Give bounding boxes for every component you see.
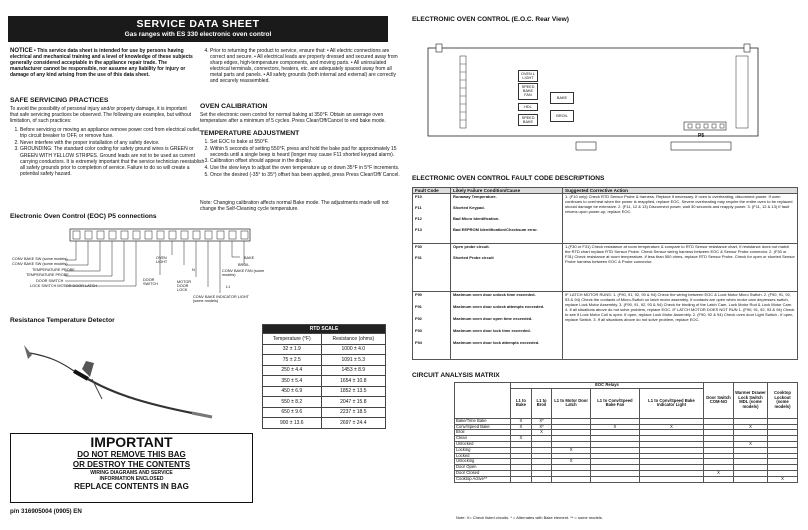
safe-item: 1. Before servicing or moving an appliance remove power cord from electrical outlet, trip circuit breaker to OFF, or remove fuse. <box>20 127 206 139</box>
temp-step: 5. Once the desired (-35° to 35°) offset has been applied, press Press Clear/Off/ Cancel. <box>210 172 402 178</box>
fault-col-header: Likely Failure Condition/Cause <box>451 188 563 194</box>
matrix-col-header: L1 to Broil <box>531 388 551 418</box>
matrix-cell: X <box>511 424 532 430</box>
fault-code: F31 <box>415 255 422 260</box>
notice-text: This service data sheet is intended for use by persons having electrical and mechanical training and a level of knowledge of these subjects generally considered acceptable in the appliance repair trade. The manufacturer cannot be responsible, nor assume any liability for injury or damage of any kind arising from the use of this data sheet. <box>10 48 193 79</box>
fault-cause: Shorted Probe circuit <box>453 255 494 260</box>
fault-code: F10 <box>415 194 422 199</box>
p5-label: MOTOR DOOR LOCK <box>177 280 192 293</box>
table-row <box>263 397 386 408</box>
p5-label: CONV BAKE SW (some models) <box>12 262 68 266</box>
calibration-text: Set the electronic oven control for normal baking at 350°F. Obtain an average oven temperature after a minimum of 5 cycles. Press Clear/Off/Cancel to end bake mode. <box>200 112 386 125</box>
safe-list-2 <box>210 48 402 85</box>
matrix-row-label: Locking <box>455 447 511 453</box>
matrix-corner <box>455 383 511 419</box>
rtd-cell: 550 ± 8.2 <box>263 397 322 408</box>
fault-code: F94 <box>415 340 422 345</box>
fault-code: F13 <box>415 227 422 232</box>
p5-label: CONV BAKE FAN (some models) <box>222 269 265 278</box>
matrix-cell <box>511 476 532 482</box>
matrix-row-label: Unlocking <box>455 459 511 465</box>
rtd-cell: 250 ± 4.4 <box>263 365 322 376</box>
fault-code: F11 <box>415 205 422 210</box>
p5-label: N <box>192 268 195 272</box>
fault-cause: Runaway Temperature. <box>453 194 497 199</box>
fault-code-table <box>412 187 798 360</box>
fault-cause: Shorted Keypad. <box>453 205 485 210</box>
matrix-row-label: Bake/Time Bake <box>455 418 511 424</box>
fault-code: F12 <box>415 216 422 221</box>
fault-cause: Open probe circuit. <box>453 244 490 249</box>
rtd-cell: 1654 ± 10.8 <box>321 376 385 387</box>
important-line: OR DESTROY THE CONTENTS <box>72 460 191 469</box>
matrix-col-header: L1 to Conv/Speed Bake Fan <box>590 388 639 418</box>
table-row <box>413 194 798 244</box>
temp-adjust-note: Note: Changing calibration affects normal Bake mode. The adjustments made will not change the Self-Cleaning cycle temperature. <box>200 200 389 213</box>
matrix-cell <box>639 476 703 482</box>
calibration-heading: OVEN CALIBRATION <box>200 103 268 110</box>
important-title: IMPORTANT <box>90 434 173 450</box>
matrix-cell: X <box>511 436 532 442</box>
safe-item: 4. Prior to returning the product to service, ensure that: • All electric connections are correct and secure. • All electrical leads are properly dressed and secured away from sharp edges, high-temperature components, and moving parts. • All uninsulated electrical terminals, connectors, heaters, etc. are adequately spaced away from all metal parts and panels. • All safety grounds (both internal and external) are correctly and securely reassembled. <box>210 48 402 85</box>
temp-adjust-list <box>210 139 402 179</box>
fault-col-header: Fault Code <box>413 188 451 194</box>
table-row <box>413 244 798 292</box>
part-number: p/n 316905004 (0905) EN <box>10 508 82 515</box>
eoc-rear-heading: ELECTRONIC OVEN CONTROL (E.O.C. Rear View) <box>412 16 569 23</box>
table-row <box>263 355 386 366</box>
rtd-cell: 650 ± 9.6 <box>263 407 322 418</box>
p5-heading: Electronic Oven Control (EOC) P5 connections <box>10 213 157 220</box>
connector-label: P5 <box>698 133 705 139</box>
matrix-cell: X <box>511 418 532 424</box>
relay-label: BAKE <box>550 92 574 104</box>
relay-label: SPEED BAKE <box>518 114 538 126</box>
important-line: WIRING DIAGRAMS AND SERVICE <box>90 470 173 476</box>
matrix-cell <box>552 476 591 482</box>
rtd-cell: 450 ± 6.9 <box>263 386 322 397</box>
matrix-col-header: L1 to Motor Door Latch <box>552 388 591 418</box>
matrix-row-label: Broil <box>455 430 511 436</box>
safe-item: 3. GROUNDING: The standard color coding for safety ground wires is GREEN or GREEN WITH YELLOW STRIPES. Ground leads are not to be used as current carrying conductors. It is extremely important that the service technician reestablish all safety grounds prior to completion of service. Failure to do so will create a potential safety hazard. <box>20 146 206 176</box>
rtd-cell: 1000 ± 4.0 <box>321 344 385 355</box>
rtd-cell: 900 ± 13.6 <box>263 418 322 429</box>
matrix-cell: X <box>552 459 591 465</box>
rtd-cell: 2047 ± 15.8 <box>321 397 385 408</box>
matrix-cell: X <box>590 424 639 430</box>
relay-label: OVEN L LIGHT <box>518 70 538 82</box>
p5-label: CONV BAKE INDICATOR LIGHT (some models) <box>193 295 249 304</box>
fault-col-header: Suggested Corrective Action <box>563 188 798 194</box>
matrix-cell: X <box>734 424 768 430</box>
matrix-col-header: Cooktop Lockout (some models) <box>768 383 798 419</box>
notice-block: NOTICE • This service data sheet is intended for use by persons having electrical and mechanical training and a level of knowledge of these subjects generally considered acceptable in the appliance repair trade. The manufacturer cannot be responsible, nor assume any liability for injury or damage of any kind arising from the use of this data sheet. <box>10 48 193 79</box>
rtd-cell: 75 ± 2.5 <box>263 355 322 366</box>
relay-label: SPEED BAKE FAN <box>518 83 538 100</box>
fault-action: 1.(F30 or F31) Check resistance at room temperature & compare to RTD Sensor resistance chart. If resistance does not match the RTD chart replace RTD Sensor Probe. Check Sensor wiring harness between EOC & Sensor Probe connector. 2. (F30 or F31) Check resistance at room temperature, if less than 500 ohms, replace RTD Sensor Probe. Check for open or shorted Sensor Probe harness between EOC & Probe connector. <box>563 244 798 292</box>
p5-label: CONV BAKE SW (some models) <box>12 257 68 261</box>
circuit-matrix-table <box>454 382 798 483</box>
fault-code: F93 <box>415 328 422 333</box>
matrix-cell: X <box>552 447 591 453</box>
matrix-cell: X* <box>531 424 551 430</box>
fault-cause: Bad Micro Identification. <box>453 216 500 221</box>
relay-label: BROIL <box>550 110 574 122</box>
matrix-cell: X <box>531 430 551 436</box>
rtd-cell: 1091 ± 5.3 <box>321 355 385 366</box>
notice-label: NOTICE <box>10 48 33 54</box>
matrix-cell <box>531 476 551 482</box>
important-box <box>10 433 253 503</box>
table-row <box>263 407 386 418</box>
matrix-cell: X <box>704 470 734 476</box>
rtd-cell: 2697 ± 24.4 <box>321 418 385 429</box>
matrix-cell: X <box>734 441 768 447</box>
rtd-col-header: Resistance (ohms) <box>321 334 385 345</box>
fault-cause: Maximum oven door unlock time exceeded. <box>453 292 536 297</box>
p5-label: TEMPERATURE PROBE <box>26 273 69 277</box>
rtd-scale-title: RTD SCALE <box>263 325 386 334</box>
matrix-row-label: Conv/Speed Bake <box>455 424 511 430</box>
matrix-cell <box>590 476 639 482</box>
matrix-cell: X <box>639 424 703 430</box>
fault-code: F92 <box>415 316 422 321</box>
p5-label: OVEN LIGHT <box>156 256 168 265</box>
matrix-col-header: L1 to Bake <box>511 388 532 418</box>
matrix-row-label: Unlocked <box>455 441 511 447</box>
matrix-cell: X <box>768 476 798 482</box>
matrix-row-label: Cooktop Active** <box>455 476 511 482</box>
title-banner <box>8 16 388 42</box>
relay-label: HDL <box>518 103 538 111</box>
matrix-heading: CIRCUIT ANALYSIS MATRIX <box>412 372 500 379</box>
fault-action: 1. (F10 only) Check RTD Sensor Probe & harness. Replace if necessary. If oven is overheating, disconnect power. If oven continues to overheat when the power is reapplied, replace EOC. Severe overheating may require the entire oven to be replaced should damage be extensive. 2. (F11, 12 & 13) Disconnect power, wait 30 seconds and reapply power. 3. (F11, 12 & 13) If fault returns upon power-up, replace EOC. <box>563 194 798 244</box>
table-row <box>263 386 386 397</box>
eoc-rear-board-diagram <box>426 42 766 152</box>
matrix-col-header: Door Switch COM-NO <box>704 383 734 419</box>
important-line: INFORMATION ENCLOSED <box>99 476 164 482</box>
safe-heading: SAFE SERVICING PRACTICES <box>10 97 109 104</box>
fault-cause: Bad EEPROM Identification/Checksum error. <box>453 227 538 232</box>
matrix-group-header: EOC Relays <box>511 383 704 389</box>
page-subtitle: Gas ranges with ES 330 electronic oven control <box>124 31 272 38</box>
matrix-cell <box>734 476 768 482</box>
important-line: REPLACE CONTENTS IN BAG <box>74 482 189 491</box>
rtd-cell: 32 ± 1.9 <box>263 344 322 355</box>
fault-heading: ELECTRONIC OVEN CONTROL FAULT CODE DESCRIPTIONS <box>412 175 605 182</box>
matrix-row-label: Door Closed <box>455 470 511 476</box>
table-row <box>263 344 386 355</box>
safe-intro: To avoid the possibility of personal injury and/or property damage, it is important that safe servicing practices be observed. The following are examples, but without limitation, of such practices: <box>10 106 192 125</box>
rtd-probe-illustration <box>22 333 222 423</box>
rtd-cell: 2237 ± 18.5 <box>321 407 385 418</box>
page-title: SERVICE DATA SHEET <box>136 18 260 30</box>
important-line: DO NOT REMOVE THIS BAG <box>77 450 186 459</box>
temp-step: 2. Within 5 seconds of setting 550°F, press and hold the bake pad for approximately 15 seconds until a single beep is heard (longer may cause F11 shorted keypad alarm). <box>210 146 402 158</box>
table-row <box>455 476 798 482</box>
matrix-col-header: Warmer Drawer Lock Switch MDL (some models) <box>734 383 768 419</box>
fault-action: IF LATCH MOTOR RUNS: 1. (F90, 91, 92, 93 & 94) Check the wiring between EOC & Lock Motor Micro Switch. 2. (F90, 91, 92, 93 & 94) Check the contacts of Micro-Switch on latch motor assembly. If contacts are open when motor cam depresses switch, replace Lock Motor Assembly. 3. (F90, 91, 92, 93 & 94) Check for binding of the Latch Cam, Lock Motor Rod & Lock Motor Cam. 4. If all situations above do not solve problem, replace EOC. IF LATCH MOTOR DOES NOT RUN 1. (F90, 91, 92, 93 & 94) Check to see if Lock Motor Coil is open. If open, replace Lock Motor Assembly. 2. (F90, 92 & 94) Check oven door Light Switch - if open, replace Switch. 3. If all situations above do not solve problem, replace EOC. <box>563 292 798 360</box>
safe-item: 2. Never interfere with the proper installation of any safety device. <box>20 140 206 146</box>
matrix-row-label: Locked <box>455 453 511 459</box>
rtd-detector-heading: Resistance Temperature Detector <box>10 317 115 324</box>
rtd-scale-table <box>262 324 386 429</box>
table-row <box>413 292 798 360</box>
fault-code: F91 <box>415 304 422 309</box>
matrix-footnote: Note: X= Check listed circuits. * = Alternates with Bake element. ** = some models. <box>456 515 603 520</box>
matrix-row-label: Door Open <box>455 465 511 471</box>
fault-code: F30 <box>415 244 422 249</box>
p5-label: BAKE <box>244 256 255 260</box>
table-row <box>263 376 386 387</box>
matrix-cell <box>704 476 734 482</box>
p5-label: TEMPERATURE PROBE <box>32 268 75 272</box>
matrix-col-header: L1 to Conv/Speed Bake Indicator Light <box>639 388 703 418</box>
temp-step: 3. Calibration offset should appear in the display. <box>210 158 402 164</box>
matrix-cell: X* <box>531 418 551 424</box>
temp-step: 4. Use the slew keys to adjust the oven temperature up or down 35°F in 5°F increments. <box>210 165 402 171</box>
p5-label: LOCK SWITCH MOTOR DOOR LATCH <box>30 284 98 288</box>
fault-cause: Maximum oven door lock attempts exceeded. <box>453 340 540 345</box>
table-row <box>263 418 386 429</box>
fault-code: F90 <box>415 292 422 297</box>
matrix-row-label: Clean <box>455 436 511 442</box>
table-row <box>263 365 386 376</box>
temp-step: 1. Set EOC to bake at 550°F. <box>210 139 402 145</box>
temp-adjust-heading: TEMPERATURE ADJUSTMENT <box>200 130 300 137</box>
safe-list <box>20 127 206 178</box>
fault-cause: Maximum oven door lock time exceeded. <box>453 328 531 333</box>
p5-label: DOOR SWITCH <box>143 278 158 287</box>
fault-cause: Maximum oven door unlock attempts exceeded. <box>453 304 545 309</box>
p5-label: L1 <box>226 285 231 289</box>
rtd-col-header: Temperature (°F) <box>263 334 322 345</box>
rtd-cell: 1453 ± 8.9 <box>321 365 385 376</box>
p5-label: BROIL <box>238 263 250 267</box>
rtd-cell: 1852 ± 13.5 <box>321 386 385 397</box>
rtd-cell: 350 ± 5.4 <box>263 376 322 387</box>
p5-label: DOOR SWITCH <box>36 279 64 283</box>
fault-cause: Maximum oven door open time exceeded. <box>453 316 533 321</box>
